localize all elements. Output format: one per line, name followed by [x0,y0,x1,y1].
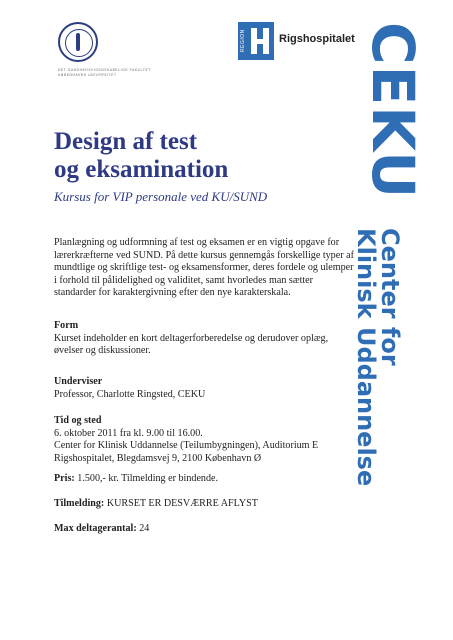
intro-paragraph: Planlægning og udformning af test og eksamen er en vigtig opgave for lærerkræfterne ved SUND. På dette kursus gennemgås forskellige typer af mundtlige og skriftlige test- og eksamensformer, deres fordele og ulemper i forhold til pålidelighed og validitet, samt hvorledes man sætter standarder for karaktergivning efter den nye karakterskala. [54,237,354,299]
side-ceku-text: CEKU [359,22,427,200]
max-label: Max deltagerantal: [54,523,137,534]
tid-label: Tid og sted [54,415,102,426]
max-text: 24 [136,523,150,534]
title-line-1: Design af test [54,128,198,155]
hospital-name: Rigshospitalet [279,33,355,45]
underviser-label: Underviser [54,376,103,387]
tid-og-sted-section [54,415,354,465]
region-word: REGION [240,29,246,52]
title-line-2: og eksamination [54,156,229,183]
tilmelding-text: KURSET ER DESVÆRRE AFLYST [104,498,258,509]
form-text: Kurset indeholder en kort deltagerforberedelse og derudover oplæg, øvelser og diskussioner. [54,332,329,357]
tid-line-2: Center for Klinisk Uddannelse (Teilumbygningen), Auditorium E [54,440,319,452]
ku-seal-logo [58,22,98,62]
page-subtitle: Kursus for VIP personale ved KU/SUND [54,189,268,204]
pris-label: Pris: [54,473,75,484]
ku-faculty-text: DET SUNDHEDSVIDENSKABELIGE FAKULTET KØBENHAVNS UNIVERSITET [58,68,151,77]
underviser-text: Professor, Charlotte Ringsted, CEKU [54,388,206,400]
side-line-center-for: Center for [376,228,404,366]
h-logo-bar [251,39,269,44]
tilmelding-label: Tilmelding: [54,498,105,509]
underviser-section [54,376,354,401]
pris-line [54,473,354,486]
pris-text: 1.500,- kr. Tilmelding er bindende. [74,473,219,484]
side-line-klinisk-uddannelse: Klinisk Uddannelse [352,228,380,487]
page-title [54,128,354,184]
tid-line-1: 6. oktober 2011 fra kl. 9.00 til 16.00. [54,427,203,439]
tilmelding-line [54,498,354,511]
form-label: Form [54,320,79,331]
form-section [54,320,354,358]
region-h-logo [238,22,274,60]
tid-line-3: Rigshospitalet, Blegdamsvej 9, 2100 København Ø [54,452,262,464]
max-line [54,523,354,536]
